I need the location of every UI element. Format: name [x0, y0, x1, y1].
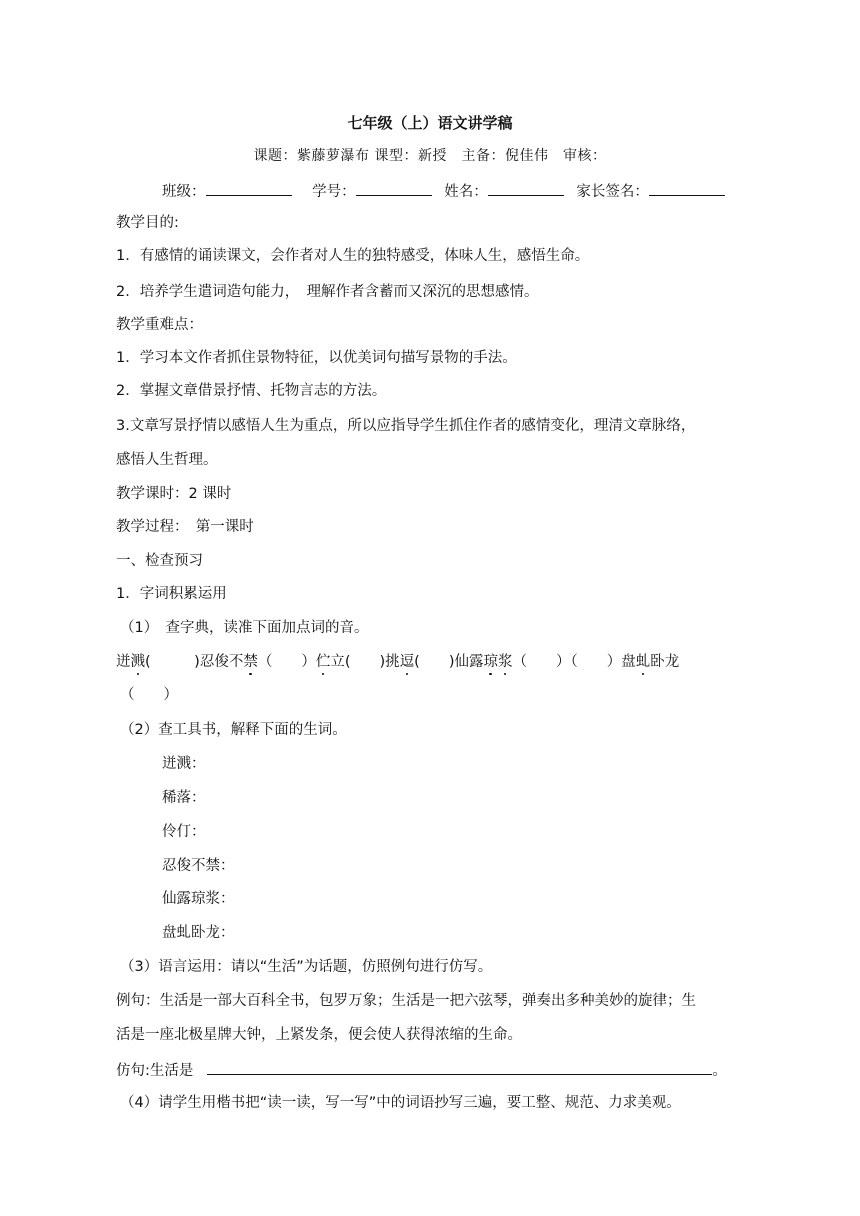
question-1: （1） 查字典，读准下面加点词的音。	[120, 620, 369, 636]
name-label: 姓名：	[444, 184, 488, 200]
dotted-char: 逗	[399, 654, 415, 670]
teaching-hours: 教学课时：2 课时	[116, 486, 232, 502]
example-sentence: 活是一座北极星牌大钟，上紧发条，便会使人获得浓缩的生命。	[116, 1027, 522, 1043]
pinyin-blank: ( )	[414, 654, 455, 670]
document-title: 七年级（上）语文讲学稿	[347, 114, 513, 132]
teaching-process: 教学过程： 第一课时	[116, 519, 254, 535]
question-3: （3）语言运用：请以“生活”为话题，仿照例句进行仿写。	[120, 959, 493, 975]
dotted-char: 溅	[130, 654, 145, 670]
key-point-item: 3.文章写景抒情以感悟人生为重点，所以应指导学生抓住作者的感情变化，理清文章脉络，	[116, 418, 696, 434]
pinyin-blank: （ ）	[120, 687, 178, 703]
imitation-label: 仿句:生活是	[116, 1063, 194, 1079]
key-point-item: 2．掌握文章借景抒情、托物言志的方法。	[116, 383, 387, 399]
vocab-item: 稀落：	[162, 790, 206, 806]
word-text: 卧龙	[650, 654, 680, 670]
section-heading: 一、检查预习	[116, 553, 203, 569]
imitation-row	[116, 1059, 727, 1081]
word-text: 立	[330, 654, 345, 670]
vocab-item: 迸溅：	[162, 756, 206, 772]
word-text: 迸	[116, 654, 131, 670]
dotted-char: 浆	[497, 654, 513, 670]
imitation-blank	[207, 1059, 712, 1075]
word-text: 忍俊不	[199, 654, 244, 670]
parent-sign-blank	[649, 180, 725, 196]
class-blank	[206, 180, 292, 196]
goal-item: 2．培养学生遣词造句能力， 理解作者含蓄而又深沉的思想感情。	[116, 284, 539, 300]
example-sentence: 例句：生活是一部大百科全书，包罗万象；生活是一把六弦琴，弹奏出多种美妙的旋律；生	[116, 993, 696, 1009]
pinyin-blank: ( )	[145, 654, 200, 670]
dotted-char: 伫	[315, 654, 331, 670]
question-4: （4）请学生用楷书把“读一读，写一写”中的词语抄写三遍，要工整、规范、力求美观。	[120, 1095, 681, 1111]
vocab-item: 忍俊不禁：	[162, 858, 235, 874]
key-point-item: 1．学习本文作者抓住景物特征，以优美词句描写景物的手法。	[116, 350, 517, 366]
goal-item: 1．有感情的诵读课文，会作者对人生的独特感受，体味人生，感悟生命。	[116, 248, 590, 264]
vocab-item: 伶仃：	[162, 824, 206, 840]
question-2: （2）查工具书，解释下面的生词。	[120, 722, 347, 738]
goals-heading: 教学目的:	[116, 215, 179, 231]
key-point-item: 感悟人生哲理。	[116, 452, 218, 468]
pinyin-blank: ( )	[344, 654, 386, 670]
key-points-heading: 教学重难点：	[116, 317, 203, 333]
word-text: 盘	[621, 654, 636, 670]
dotted-char: 琼	[483, 654, 498, 670]
number-label: 学号：	[312, 184, 356, 200]
vocab-item: 仙露琼浆：	[162, 891, 235, 907]
imitation-end: 。	[712, 1063, 727, 1079]
class-label: 班级：	[162, 184, 206, 200]
subsection-heading: 1．字词积累运用	[116, 586, 227, 602]
dotted-char: 虬	[635, 654, 651, 670]
pinyin-row	[116, 652, 679, 672]
parent-sign-label: 家长签名：	[576, 184, 649, 200]
word-text: 挑	[385, 654, 400, 670]
number-blank	[356, 180, 432, 196]
vocab-item: 盘虬卧龙：	[162, 925, 235, 941]
student-info-row	[162, 180, 725, 202]
pinyin-blank: （ ）（ ）	[512, 654, 622, 670]
word-text: 仙露	[454, 654, 484, 670]
pinyin-blank: （ ）	[257, 654, 316, 670]
name-blank	[488, 180, 564, 196]
lesson-meta: 课题：紫藤萝瀑布 课型：新授 主备：倪佳伟 审核：	[253, 148, 607, 164]
dotted-char: 禁	[243, 654, 258, 670]
